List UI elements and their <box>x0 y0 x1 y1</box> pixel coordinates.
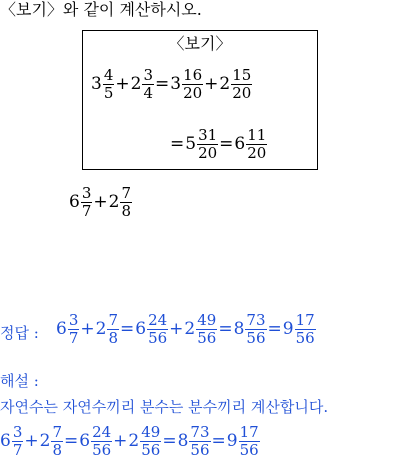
fraction <box>239 425 260 458</box>
fraction <box>103 68 115 101</box>
whole-part: 2 <box>95 319 107 339</box>
denominator: 7 <box>81 202 92 220</box>
denominator: 56 <box>239 441 259 459</box>
numerator: 17 <box>295 311 315 329</box>
numerator: 7 <box>121 184 131 202</box>
fraction <box>196 313 217 346</box>
mixed-number <box>131 68 154 101</box>
numerator: 24 <box>92 423 112 441</box>
operator: + <box>204 74 219 94</box>
mixed-number <box>135 313 168 346</box>
fraction <box>189 425 210 458</box>
numerator: 7 <box>52 423 62 441</box>
fraction <box>245 313 266 346</box>
denominator: 7 <box>12 441 23 459</box>
denominator: 8 <box>121 202 131 220</box>
fraction <box>12 425 24 458</box>
mixed-number <box>234 313 267 346</box>
numerator: 49 <box>197 311 217 329</box>
mixed-number <box>283 313 316 346</box>
whole-part: 2 <box>39 431 51 451</box>
numerator: 15 <box>232 66 252 84</box>
whole-part: 6 <box>69 192 80 212</box>
denominator: 20 <box>183 84 203 102</box>
numerator: 11 <box>247 126 267 144</box>
denominator: 56 <box>92 441 112 459</box>
mixed-number <box>170 68 203 101</box>
operator: + <box>80 319 95 339</box>
whole-part: 3 <box>170 74 182 94</box>
mixed-number <box>91 68 114 101</box>
operator: = <box>267 319 282 339</box>
mixed-number <box>184 313 217 346</box>
fraction <box>120 186 132 219</box>
mixed-number <box>0 425 23 458</box>
answer-label: 정답 : <box>0 324 39 342</box>
mixed-number <box>69 186 92 219</box>
numerator: 7 <box>108 311 118 329</box>
denominator: 56 <box>190 441 210 459</box>
whole-part: 8 <box>233 319 245 339</box>
fraction <box>81 186 93 219</box>
numerator: 49 <box>141 423 161 441</box>
explanation-equation <box>0 425 260 458</box>
denominator: 56 <box>148 329 168 347</box>
numerator: 31 <box>198 126 218 144</box>
fraction <box>51 425 63 458</box>
whole-part: 9 <box>226 431 238 451</box>
fraction <box>107 313 119 346</box>
mixed-number <box>128 425 161 458</box>
numerator: 73 <box>246 311 266 329</box>
whole-part: 6 <box>79 431 91 451</box>
fraction <box>246 128 267 161</box>
mixed-number <box>234 128 267 161</box>
explanation-label: 해설 : <box>0 372 39 390</box>
denominator: 4 <box>143 84 153 102</box>
mixed-number <box>109 186 132 219</box>
denominator: 8 <box>108 329 118 347</box>
fraction <box>91 425 112 458</box>
numerator: 24 <box>148 311 168 329</box>
denominator: 20 <box>232 84 252 102</box>
denominator: 56 <box>197 329 217 347</box>
operator: = <box>120 319 135 339</box>
whole-part: 6 <box>0 431 11 451</box>
whole-part: 9 <box>282 319 294 339</box>
example-box <box>82 30 318 170</box>
operator: = <box>155 74 170 94</box>
example-equation-line-1 <box>91 68 252 101</box>
fraction <box>231 68 252 101</box>
operator: = <box>170 134 185 154</box>
fraction <box>147 313 168 346</box>
whole-part: 5 <box>185 134 197 154</box>
fraction <box>142 68 154 101</box>
numerator: 3 <box>81 184 92 202</box>
whole-part: 8 <box>177 431 189 451</box>
denominator: 20 <box>247 144 267 162</box>
whole-part: 2 <box>128 431 140 451</box>
denominator: 8 <box>52 441 62 459</box>
example-title: 〈보기〉 <box>168 34 232 53</box>
numerator: 3 <box>12 423 23 441</box>
mixed-number <box>40 425 63 458</box>
operator: + <box>93 192 108 212</box>
operator: = <box>162 431 177 451</box>
problem-equation <box>69 186 132 219</box>
mixed-number <box>96 313 119 346</box>
operator: = <box>219 134 234 154</box>
numerator: 4 <box>103 66 114 84</box>
fraction <box>182 68 203 101</box>
numerator: 17 <box>239 423 259 441</box>
operator: + <box>115 74 130 94</box>
explanation-text: 자연수는 자연수끼리 분수는 분수끼리 계산합니다. <box>0 398 329 416</box>
mixed-number <box>79 425 112 458</box>
whole-part: 2 <box>184 319 196 339</box>
whole-part: 6 <box>56 319 67 339</box>
mixed-number <box>185 128 218 161</box>
numerator: 16 <box>183 66 203 84</box>
operator: + <box>113 431 128 451</box>
mixed-number <box>227 425 260 458</box>
numerator: 73 <box>190 423 210 441</box>
numerator: 3 <box>68 311 79 329</box>
operator: + <box>24 431 39 451</box>
whole-part: 2 <box>108 192 120 212</box>
example-equation-line-2 <box>169 128 267 161</box>
operator: = <box>211 431 226 451</box>
fraction <box>140 425 161 458</box>
operator: = <box>218 319 233 339</box>
denominator: 56 <box>295 329 315 347</box>
instruction-text: 〈보기〉와 같이 계산하시오. <box>0 0 202 19</box>
whole-part: 2 <box>130 74 142 94</box>
numerator: 3 <box>143 66 153 84</box>
denominator: 56 <box>246 329 266 347</box>
mixed-number <box>219 68 252 101</box>
mixed-number <box>56 313 79 346</box>
answer-equation <box>56 313 316 346</box>
mixed-number <box>178 425 211 458</box>
denominator: 7 <box>68 329 79 347</box>
denominator: 56 <box>141 441 161 459</box>
fraction <box>68 313 80 346</box>
whole-part: 3 <box>91 74 102 94</box>
operator: + <box>169 319 184 339</box>
whole-part: 6 <box>135 319 147 339</box>
operator: = <box>64 431 79 451</box>
whole-part: 6 <box>234 134 246 154</box>
denominator: 5 <box>103 84 114 102</box>
fraction <box>197 128 218 161</box>
whole-part: 2 <box>219 74 231 94</box>
fraction <box>295 313 316 346</box>
denominator: 20 <box>198 144 218 162</box>
